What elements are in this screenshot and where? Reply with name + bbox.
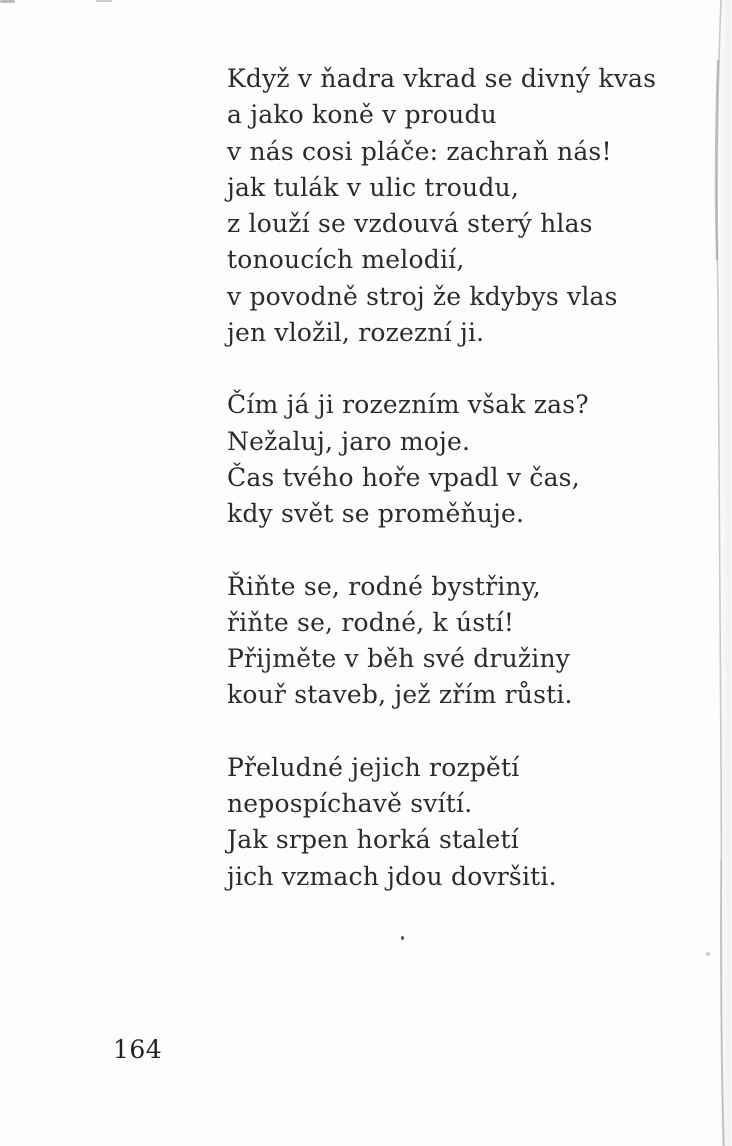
poem-line: kdy svět se proměňuje.	[227, 499, 525, 529]
poem-line: a jako koně v proudu	[227, 100, 497, 130]
poem-stanza-3	[227, 569, 656, 714]
scan-speck	[401, 936, 404, 940]
poem-line: jich vzmach jdou dovršiti.	[227, 861, 557, 891]
poem-line: nepospíchavě svítí.	[227, 789, 473, 819]
poem-line: Čím já ji rozezním však zas?	[227, 390, 589, 420]
poem-line: Když v ňadra vkrad se divný kvas	[227, 64, 657, 93]
scan-speck	[706, 952, 710, 956]
poem-line: v povodně stroj že kdybys vlas	[227, 281, 618, 311]
poem-line: Nežaluj, jaro moje.	[227, 426, 471, 456]
poem-line: v nás cosi pláče: zachraň nás!	[227, 136, 612, 166]
poem-line: Přijměte v běh své družiny	[227, 644, 571, 674]
poem-line: Jak srpen horká staletí	[227, 825, 519, 855]
poem-text	[227, 61, 656, 931]
poem-line: jen vložil, rozezní ji.	[227, 318, 485, 348]
poem-line: řiňte se, rodné, k ústí!	[227, 607, 515, 637]
scan-smudge	[0, 0, 15, 3]
poem-line: kouř staveb, jež zřím růsti.	[227, 680, 573, 710]
poem-line: tonoucích melodií,	[227, 245, 465, 275]
poem-stanza-4	[227, 750, 656, 895]
scan-smudge	[96, 0, 112, 2]
page-number: 164	[113, 1035, 163, 1064]
poem-line: Přeludné jejich rozpětí	[227, 752, 520, 782]
poem-line: Řiňte se, rodné bystřiny,	[227, 571, 541, 601]
poem-line: z louží se vzdouvá sterý hlas	[227, 209, 593, 239]
poem-stanza-2	[227, 387, 656, 532]
poem-line: Čas tvého hoře vpadl v čas,	[227, 462, 580, 492]
poem-line: jak tulák v ulic troudu,	[227, 172, 520, 202]
poem-stanza-1	[227, 61, 656, 351]
page-edge-line	[708, 0, 732, 1146]
